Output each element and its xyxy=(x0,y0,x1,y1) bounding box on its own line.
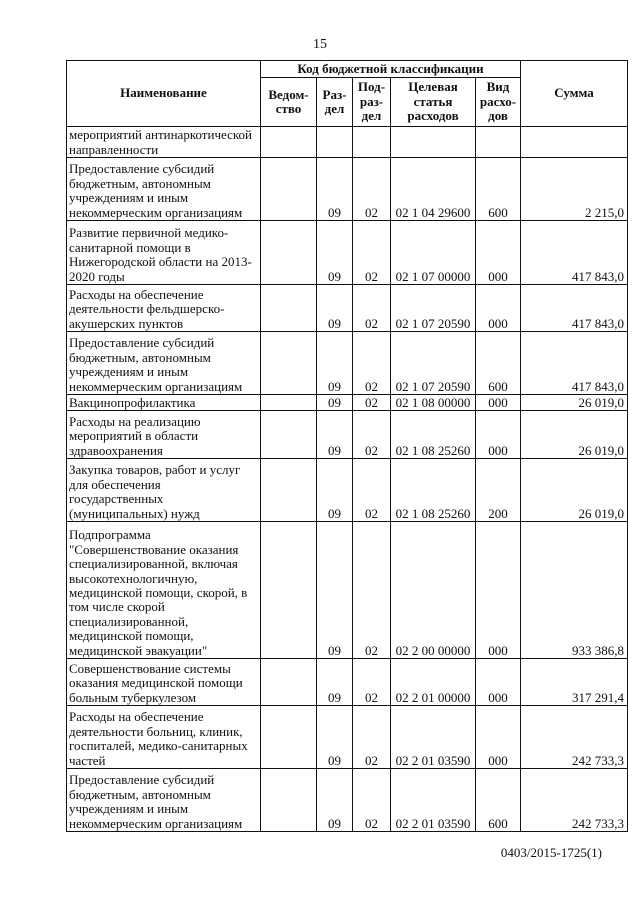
table-row xyxy=(67,158,628,221)
cell-podrazdel: 02 xyxy=(353,659,391,706)
cell-ved xyxy=(261,459,317,522)
cell-target: 02 1 08 25260 xyxy=(391,459,476,522)
cell-podrazdel: 02 xyxy=(353,332,391,395)
cell-name: Расходы на реализацию мероприятий в области здравоохранения xyxy=(67,411,261,459)
cell-vid: 000 xyxy=(476,221,521,285)
budget-table xyxy=(66,60,628,832)
cell-ved xyxy=(261,522,317,659)
cell-target: 02 1 07 20590 xyxy=(391,332,476,395)
table-row xyxy=(67,706,628,769)
cell-name: Совершенствование системы оказания медицинской помощи больным туберкулезом xyxy=(67,659,261,706)
cell-target: 02 1 08 00000 xyxy=(391,395,476,411)
cell-sum: 317 291,4 xyxy=(521,659,628,706)
cell-podrazdel: 02 xyxy=(353,395,391,411)
cell-razdel: 09 xyxy=(317,221,353,285)
cell-razdel: 09 xyxy=(317,659,353,706)
cell-target: 02 2 01 00000 xyxy=(391,659,476,706)
cell-target: 02 1 04 29600 xyxy=(391,158,476,221)
header-target: Целевая статья расходов xyxy=(391,78,476,127)
cell-vid: 000 xyxy=(476,522,521,659)
cell-vid: 000 xyxy=(476,285,521,332)
cell-vid: 000 xyxy=(476,395,521,411)
cell-razdel: 09 xyxy=(317,395,353,411)
cell-razdel: 09 xyxy=(317,706,353,769)
header-code-group: Код бюджетной классификации xyxy=(261,61,521,78)
cell-sum: 26 019,0 xyxy=(521,411,628,459)
cell-name: Расходы на обеспечение деятельности фельдшерско-акушерских пунктов xyxy=(67,285,261,332)
cell-name: Закупка товаров, работ и услуг для обеспечения государственных (муниципальных) нужд xyxy=(67,459,261,522)
cell-podrazdel: 02 xyxy=(353,769,391,832)
cell-vid: 600 xyxy=(476,158,521,221)
cell-vid: 600 xyxy=(476,332,521,395)
cell-sum: 26 019,0 xyxy=(521,395,628,411)
table-row xyxy=(67,332,628,395)
cell-name: Вакцинопрофилактика xyxy=(67,395,261,411)
header-podrazdel: Под-раз-дел xyxy=(353,78,391,127)
table-row xyxy=(67,659,628,706)
cell-ved xyxy=(261,158,317,221)
cell-sum: 26 019,0 xyxy=(521,459,628,522)
cell-podrazdel: 02 xyxy=(353,221,391,285)
cell-ved xyxy=(261,127,317,158)
cell-target: 02 2 00 00000 xyxy=(391,522,476,659)
cell-vid: 000 xyxy=(476,411,521,459)
cell-podrazdel: 02 xyxy=(353,158,391,221)
table-row xyxy=(67,769,628,832)
cell-razdel: 09 xyxy=(317,522,353,659)
header-vid: Вид расхо-дов xyxy=(476,78,521,127)
header-name: Наименование xyxy=(67,61,261,127)
cell-target: 02 1 07 20590 xyxy=(391,285,476,332)
table-row xyxy=(67,221,628,285)
cell-name: мероприятий антинаркотической направленности xyxy=(67,127,261,158)
table-row xyxy=(67,459,628,522)
cell-vid: 600 xyxy=(476,769,521,832)
table-row xyxy=(67,522,628,659)
table-row xyxy=(67,411,628,459)
cell-ved xyxy=(261,706,317,769)
cell-podrazdel: 02 xyxy=(353,411,391,459)
cell-podrazdel: 02 xyxy=(353,522,391,659)
cell-target: 02 2 01 03590 xyxy=(391,706,476,769)
cell-razdel: 09 xyxy=(317,411,353,459)
table-row xyxy=(67,127,628,158)
cell-name: Предоставление субсидий бюджетным, автономным учреждениям и иным некоммерческим организациям xyxy=(67,332,261,395)
cell-razdel: 09 xyxy=(317,285,353,332)
cell-ved xyxy=(261,221,317,285)
cell-name: Предоставление субсидий бюджетным, автономным учреждениям и иным некоммерческим организациям xyxy=(67,158,261,221)
cell-ved xyxy=(261,395,317,411)
cell-sum: 417 843,0 xyxy=(521,332,628,395)
cell-name: Развитие первичной медико-санитарной помощи в Нижегородской области на 2013-2020 годы xyxy=(67,221,261,285)
cell-ved xyxy=(261,411,317,459)
cell-name: Предоставление субсидий бюджетным, автономным учреждениям и иным некоммерческим организациям xyxy=(67,769,261,832)
cell-podrazdel: 02 xyxy=(353,285,391,332)
table-row xyxy=(67,285,628,332)
cell-sum: 933 386,8 xyxy=(521,522,628,659)
cell-sum: 2 215,0 xyxy=(521,158,628,221)
cell-vid: 000 xyxy=(476,706,521,769)
cell-podrazdel: 02 xyxy=(353,459,391,522)
cell-razdel: 09 xyxy=(317,158,353,221)
cell-razdel: 09 xyxy=(317,332,353,395)
cell-ved xyxy=(261,285,317,332)
cell-vid: 000 xyxy=(476,659,521,706)
cell-target xyxy=(391,127,476,158)
cell-sum xyxy=(521,127,628,158)
cell-razdel xyxy=(317,127,353,158)
cell-podrazdel xyxy=(353,127,391,158)
header-vedomstvo: Ведом-ство xyxy=(261,78,317,127)
page-number: 15 xyxy=(313,37,327,52)
cell-sum: 242 733,3 xyxy=(521,706,628,769)
document-code: 0403/2015-1725(1) xyxy=(500,845,602,860)
table-row xyxy=(67,395,628,411)
cell-name: Подпрограмма "Совершенствование оказания специализированной, включая высокотехнологичную, медицинской помощи, скорой, в том числе скорой специализированной, медицинской помощи, медицинской эвакуации" xyxy=(67,522,261,659)
cell-razdel: 09 xyxy=(317,459,353,522)
cell-sum: 417 843,0 xyxy=(521,221,628,285)
cell-podrazdel: 02 xyxy=(353,706,391,769)
header-razdel: Раз-дел xyxy=(317,78,353,127)
header-sum: Сумма xyxy=(521,61,628,127)
cell-razdel: 09 xyxy=(317,769,353,832)
cell-ved xyxy=(261,659,317,706)
cell-sum: 242 733,3 xyxy=(521,769,628,832)
cell-ved xyxy=(261,332,317,395)
cell-vid: 200 xyxy=(476,459,521,522)
cell-target: 02 1 08 25260 xyxy=(391,411,476,459)
cell-target: 02 2 01 03590 xyxy=(391,769,476,832)
cell-ved xyxy=(261,769,317,832)
cell-name: Расходы на обеспечение деятельности больниц, клиник, госпиталей, медико-санитарных частей xyxy=(67,706,261,769)
cell-target: 02 1 07 00000 xyxy=(391,221,476,285)
cell-sum: 417 843,0 xyxy=(521,285,628,332)
cell-vid xyxy=(476,127,521,158)
